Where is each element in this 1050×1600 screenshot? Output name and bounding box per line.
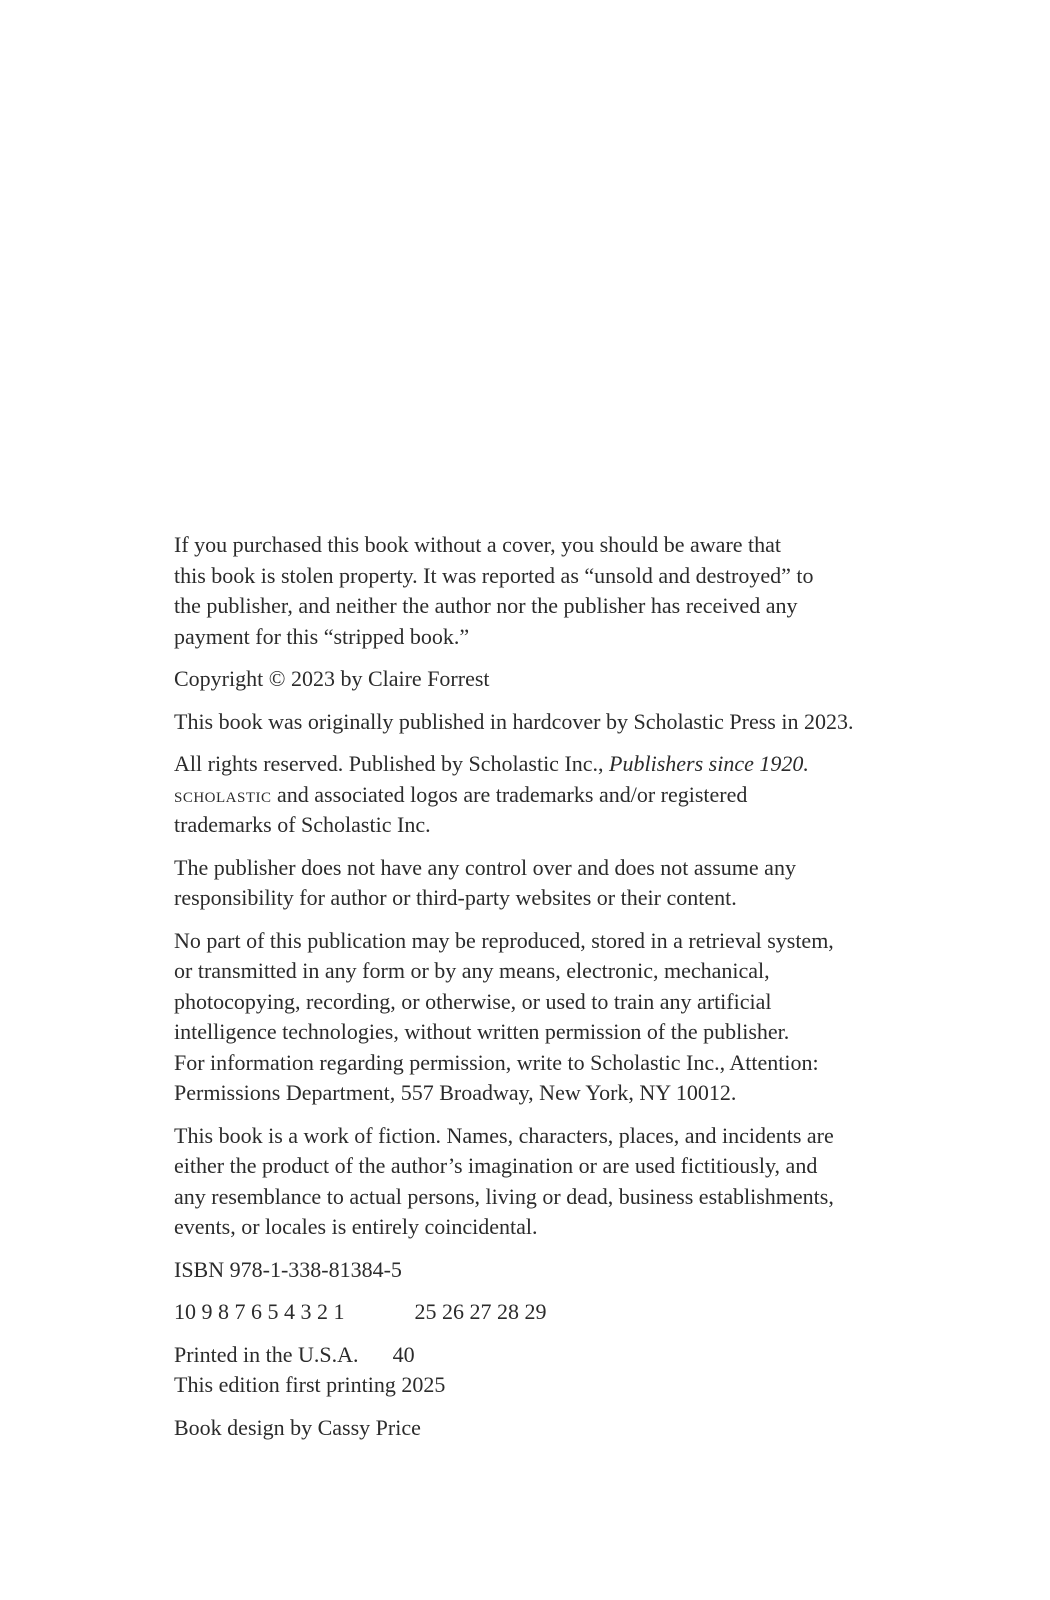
- notice-line: payment for this “stripped book.”: [174, 623, 470, 649]
- disclaimer-line: responsibility for author or third-party websites or their content.: [174, 885, 737, 910]
- fiction-line: any resemblance to actual persons, living or dead, business establishments,: [174, 1183, 834, 1209]
- rights-reserved-notice: [174, 749, 894, 841]
- fiction-line: This book is a work of fiction. Names, characters, places, and incidents are: [174, 1122, 834, 1148]
- edition-line: This edition first printing 2025: [174, 1372, 446, 1397]
- fiction-notice: [174, 1121, 894, 1243]
- permissions-line: Permissions Department, 557 Broadway, New York, NY 10012.: [174, 1080, 737, 1105]
- design-credit: Book design by Cassy Price: [174, 1414, 421, 1440]
- rights-text: and associated logos are trademarks and/or registered: [271, 781, 748, 807]
- permissions-line: intelligence technologies, without written permission of the publisher.: [174, 1019, 790, 1044]
- impression-numbers: 10 9 8 7 6 5 4 3 2 1: [174, 1299, 345, 1324]
- third-party-disclaimer: [174, 853, 894, 914]
- printing-years: 25 26 27 28 29: [414, 1299, 547, 1324]
- rights-line: [174, 780, 894, 811]
- printer-code: 40: [392, 1341, 415, 1367]
- printed-info: [174, 1340, 894, 1401]
- isbn-line: ISBN 978-1-338-81384-5: [174, 1256, 402, 1282]
- permissions-line: photocopying, recording, or otherwise, or used to train any artificial: [174, 988, 772, 1014]
- disclaimer-line: The publisher does not have any control over and does not assume any: [174, 854, 796, 880]
- rights-line: [174, 749, 894, 780]
- permissions-notice: [174, 926, 894, 1109]
- original-publication-line: This book was originally published in hardcover by Scholastic Press in 2023.: [174, 708, 854, 734]
- printed-country-line: [174, 1340, 894, 1371]
- rights-text: All rights reserved. Published by Scholastic Inc.,: [174, 751, 610, 776]
- publishers-since-text: Publishers since 1920.: [609, 751, 809, 776]
- printing-line: [174, 1297, 894, 1328]
- permissions-line: For information regarding permission, write to Scholastic Inc., Attention:: [174, 1049, 819, 1075]
- copyright-text-block: [174, 530, 894, 1455]
- stripped-book-notice: [174, 530, 894, 652]
- permissions-line: No part of this publication may be reproduced, stored in a retrieval system,: [174, 927, 834, 953]
- fiction-line: events, or locales is entirely coincidental.: [174, 1214, 538, 1239]
- permissions-line: or transmitted in any form or by any means, electronic, mechanical,: [174, 958, 770, 983]
- scholastic-trademark: scholastic: [174, 781, 272, 807]
- copyright-line: Copyright © 2023 by Claire Forrest: [174, 666, 490, 691]
- rights-line: trademarks of Scholastic Inc.: [174, 812, 431, 837]
- fiction-line: either the product of the author’s imagination or are used fictitiously, and: [174, 1153, 818, 1178]
- notice-line: If you purchased this book without a cover, you should be aware that: [174, 532, 782, 557]
- printed-country: Printed in the U.S.A.: [174, 1341, 359, 1367]
- notice-line: this book is stolen property. It was reported as “unsold and destroyed” to: [174, 562, 814, 588]
- notice-line: the publisher, and neither the author nor the publisher has received any: [174, 593, 798, 618]
